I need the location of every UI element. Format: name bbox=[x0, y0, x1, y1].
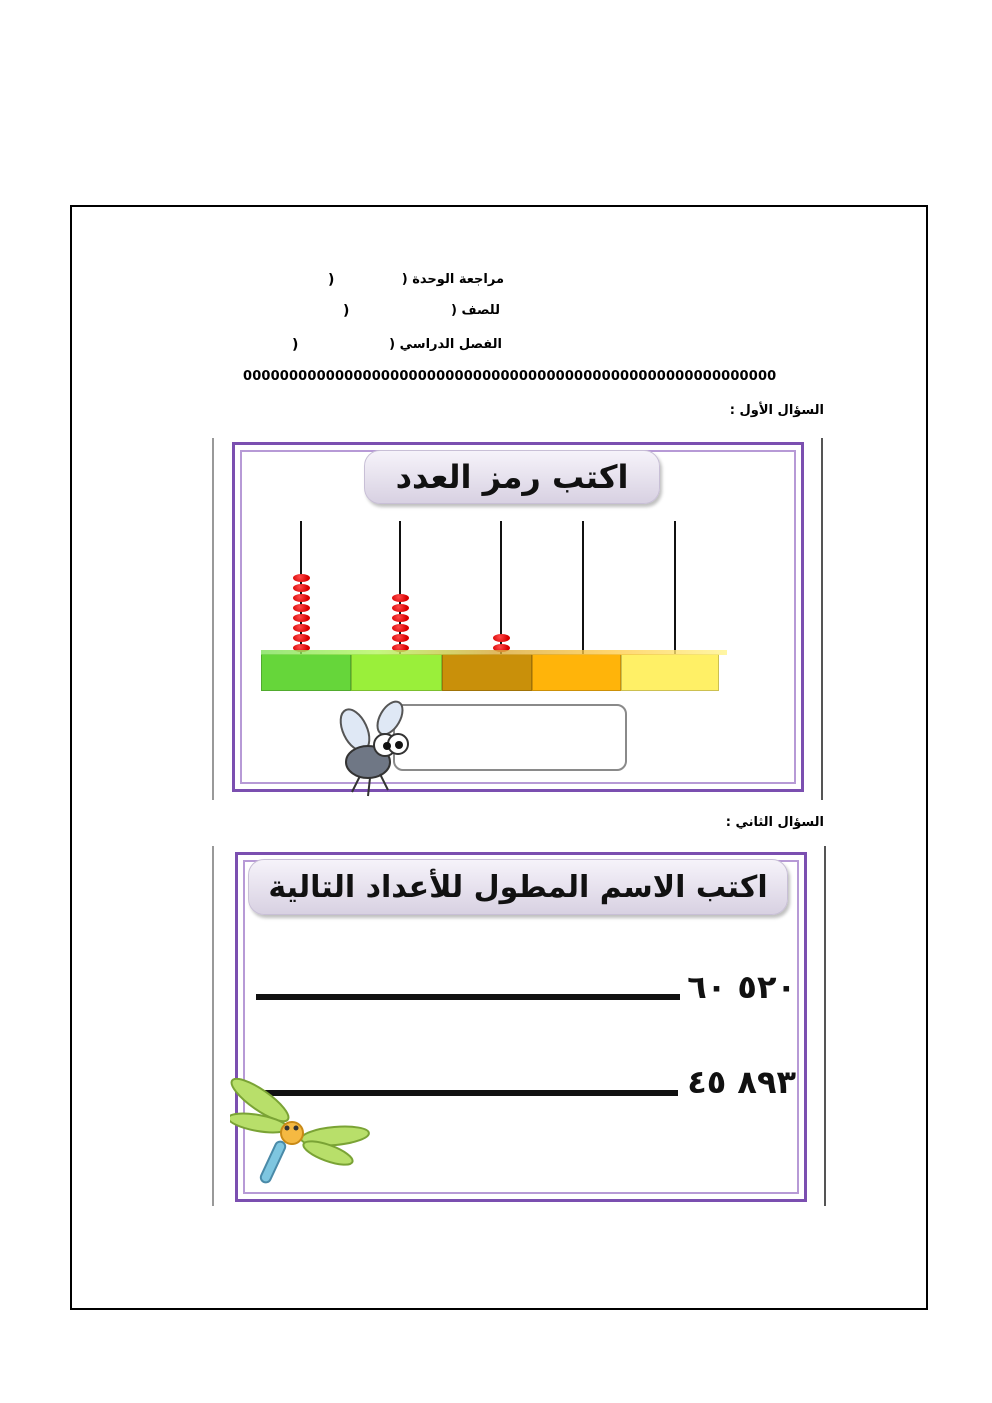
answer-box[interactable] bbox=[393, 704, 627, 771]
card2-left-edge bbox=[212, 846, 214, 1206]
question1-label: السؤال الأول : bbox=[729, 403, 824, 418]
grade-close-paren: ) bbox=[343, 303, 350, 319]
abacus-block-5 bbox=[621, 654, 719, 691]
number-2: ٨٩٣ ٤٥ bbox=[687, 1063, 796, 1101]
abacus-bead bbox=[293, 594, 310, 602]
question2-label: السؤال الثاني : bbox=[725, 815, 824, 830]
card2-right-edge bbox=[824, 846, 826, 1206]
semester-close-paren: ) bbox=[292, 337, 299, 353]
semester-label: الفصل الدراسي ( bbox=[389, 337, 502, 352]
grade-label: للصف ( bbox=[451, 303, 500, 318]
question1-title: اكتب رمز العدد bbox=[364, 450, 660, 504]
separator-line: 0000000000000000000000000000000000000000000000000000000000 bbox=[243, 369, 777, 384]
question2-title: اكتب الاسم المطول للأعداد التالية bbox=[248, 859, 788, 915]
grade-row bbox=[451, 303, 500, 318]
abacus-bead bbox=[293, 604, 310, 612]
abacus-rod-4 bbox=[582, 521, 584, 654]
unit-review-row bbox=[402, 272, 504, 287]
abacus-block-2 bbox=[351, 654, 442, 691]
abacus-rod-5 bbox=[674, 521, 676, 654]
abacus-bead bbox=[493, 634, 510, 642]
number-1: ٥٢٠ ٦٠ bbox=[687, 968, 796, 1006]
card1-left-edge bbox=[212, 438, 214, 800]
abacus-block-top bbox=[261, 650, 727, 655]
answer-line-1[interactable] bbox=[256, 994, 680, 1000]
abacus-bead bbox=[293, 574, 310, 582]
fly-icon bbox=[330, 700, 420, 800]
abacus-block-4 bbox=[532, 654, 621, 691]
abacus-bead bbox=[392, 604, 409, 612]
abacus-block-3 bbox=[442, 654, 532, 691]
abacus-bead bbox=[392, 634, 409, 642]
dragonfly-icon bbox=[230, 1078, 375, 1193]
unit-review-close-paren: ) bbox=[328, 272, 335, 288]
abacus-bead bbox=[293, 614, 310, 622]
abacus-block-1 bbox=[261, 654, 351, 691]
semester-row bbox=[389, 337, 502, 352]
card1-right-edge bbox=[821, 438, 823, 800]
abacus-bead bbox=[293, 584, 310, 592]
abacus-bead bbox=[392, 614, 409, 622]
unit-review-label: مراجعة الوحدة ( bbox=[401, 272, 504, 287]
abacus-bead bbox=[293, 624, 310, 632]
abacus-bead bbox=[293, 634, 310, 642]
abacus-bead bbox=[392, 624, 409, 632]
abacus-bead bbox=[392, 594, 409, 602]
